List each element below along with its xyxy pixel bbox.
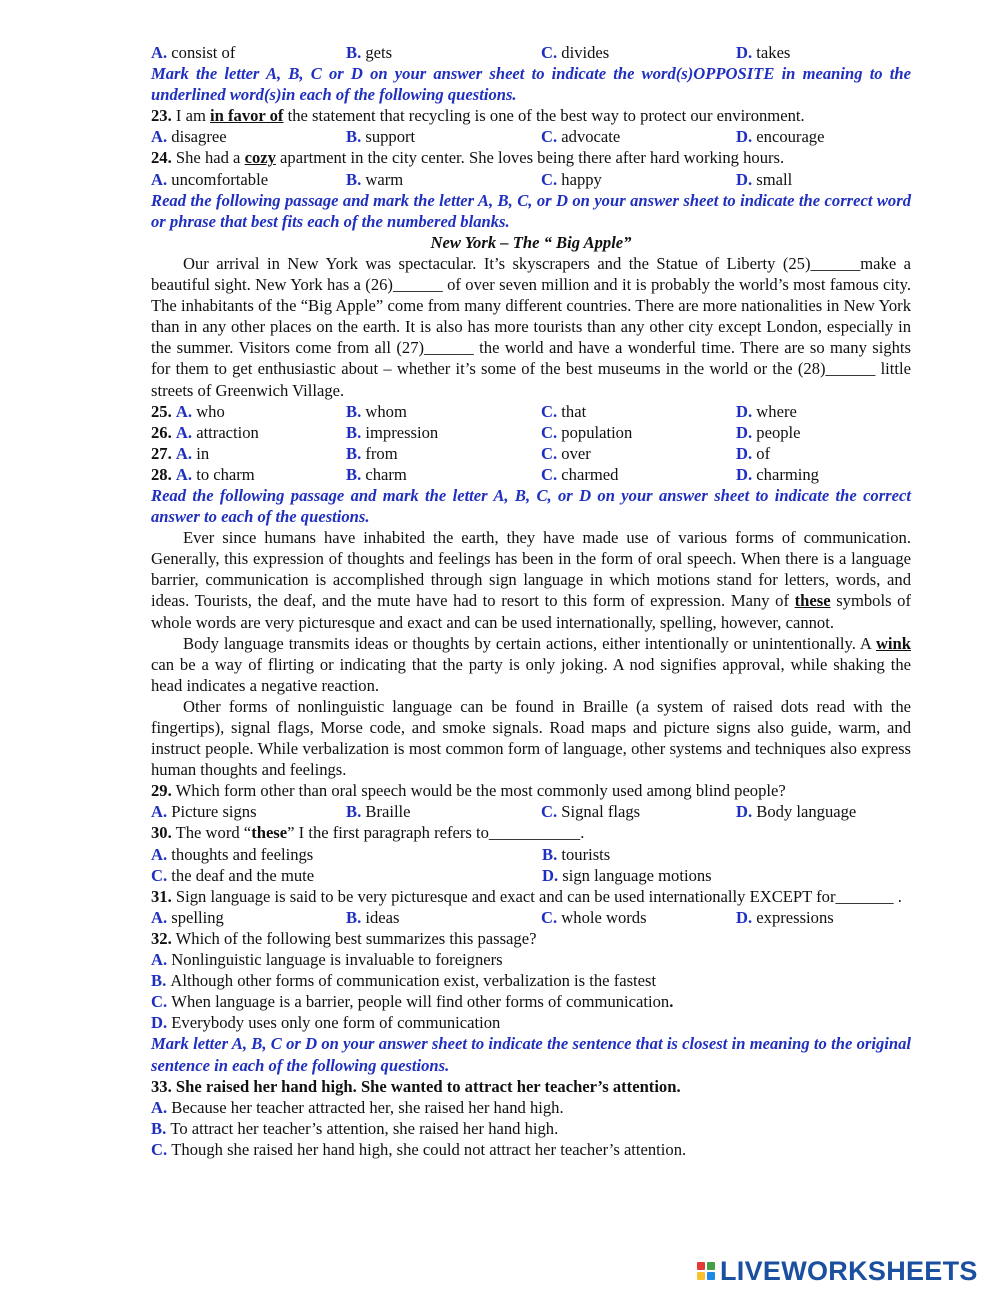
q22-option-a[interactable]: A. consist of [151, 43, 236, 62]
logo-icon [697, 1262, 715, 1280]
q26-option-a[interactable]: 26. A. attraction [151, 422, 259, 442]
underlined-word: in favor of [210, 106, 284, 126]
worksheet-page [151, 42, 911, 1160]
underlined-word: cozy [244, 148, 276, 168]
q28-option-c[interactable]: C. charmed [541, 464, 619, 484]
q24-options [151, 169, 911, 190]
question-30: 30. The word “these” I the first paragraph refers to___________. [151, 823, 585, 843]
q30-option-c[interactable]: C. the deaf and the mute [151, 865, 315, 885]
q29-option-d[interactable]: D. Body language [736, 802, 857, 822]
q33-option-c[interactable]: C. Though she raised her hand high, she could not attract her teacher’s attention. [151, 1139, 687, 1159]
q23-options [151, 126, 911, 147]
q29-option-b[interactable]: B. Braille [346, 802, 411, 822]
q31-option-a[interactable]: A. spelling [151, 907, 224, 927]
logo-square-2 [707, 1262, 715, 1270]
q31-options [151, 907, 911, 928]
q29-option-c[interactable]: C. Signal flags [541, 802, 641, 822]
q30-option-a[interactable]: A. thoughts and feelings [151, 844, 314, 864]
q22-option-d[interactable]: D. takes [736, 43, 791, 62]
question-31: 31. Sign language is said to be very picturesque and exact and can be used internationally EXCEPT for_______ . [151, 886, 902, 906]
q24-option-d[interactable]: D. small [736, 169, 793, 189]
passage-title: New York – The “ Big Apple” [430, 232, 632, 252]
logo-square-4 [707, 1272, 715, 1280]
q26-option-b[interactable]: B. impression [346, 422, 439, 442]
q28-option-b[interactable]: B. charm [346, 464, 407, 484]
passage-paragraph-2: Body language transmits ideas or thoughts by certain actions, either intentionally or unintentionally. A wink can be a way of flirting or indicating that the party is only joking. A nod signifies approval, while shaking the head indicates a negative reaction. [151, 633, 911, 695]
q23-option-a[interactable]: A. disagree [151, 127, 227, 147]
q31-option-c[interactable]: C. whole words [541, 907, 647, 927]
q30-options-ab [151, 844, 911, 865]
q32-option-a[interactable]: A. Nonlinguistic language is invaluable to foreigners [151, 950, 503, 970]
liveworksheets-logo [697, 1254, 978, 1288]
q30-option-b[interactable]: B. tourists [542, 844, 611, 864]
q28-options [151, 464, 911, 485]
question-23: 23. I am in favor of the statement that recycling is one of the best way to protect our environment. [151, 106, 805, 126]
passage-paragraph-1: Ever since humans have inhabited the earth, they have made use of various forms of communication. Generally, this expression of thoughts and feelings has been in the form of oral speech. When there is a language barrier, communication is accomplished through sign language in which motions stand for letters, words, and ideas. Tourists, the deaf, and the mute have had to resort to this form of expression. Many of these symbols of whole words are very picturesque and exact and can be used internationally, spelling, however, cannot. [151, 528, 911, 632]
q24-option-a[interactable]: A. uncomfortable [151, 169, 269, 189]
q24-option-b[interactable]: B. warm [346, 169, 404, 189]
q31-option-d[interactable]: D. expressions [736, 907, 834, 927]
question-33: 33. She raised her hand high. She wanted to attract her teacher’s attention. [151, 1076, 681, 1096]
logo-square-3 [697, 1272, 705, 1280]
q25-option-a[interactable]: 25. A. who [151, 401, 225, 421]
q33-option-b[interactable]: B. To attract her teacher’s attention, she raised her hand high. [151, 1118, 559, 1138]
instruction-opposite: Mark the letter A, B, C or D on your answer sheet to indicate the word(s)OPPOSITE in meaning to the underlined word(s)in each of the following questions. [151, 64, 911, 105]
q26-options [151, 422, 911, 443]
q23-option-c[interactable]: C. advocate [541, 127, 621, 147]
q26-option-d[interactable]: D. people [736, 422, 801, 442]
logo-square-1 [697, 1262, 705, 1270]
q30-option-d[interactable]: D. sign language motions [542, 865, 712, 885]
q24-option-c[interactable]: C. happy [541, 169, 602, 189]
underlined-word: these [794, 591, 831, 611]
question-24: 24. She had a cozy apartment in the city center. She loves being there after hard working hours. [151, 148, 785, 168]
q27-option-c[interactable]: C. over [541, 443, 591, 463]
q23-option-b[interactable]: B. support [346, 127, 416, 147]
q27-options [151, 443, 911, 464]
q22-option-c[interactable]: C. divides [541, 43, 610, 62]
q30-options-cd [151, 865, 911, 886]
q32-option-d[interactable]: D. Everybody uses only one form of communication [151, 1013, 501, 1033]
q27-option-d[interactable]: D. of [736, 443, 771, 463]
q25-option-d[interactable]: D. where [736, 401, 797, 421]
question-29: 29. Which form other than oral speech would be the most commonly used among blind people? [151, 781, 786, 801]
question-32: 32. Which of the following best summarizes this passage? [151, 928, 537, 948]
instruction-passage-1: Read the following passage and mark the letter A, B, C, or D on your answer sheet to indicate the correct word or phrase that best fits each of the numbered blanks. [151, 190, 911, 231]
passage-new-york: Our arrival in New York was spectacular. It’s skyscrapers and the Statue of Liberty (25)______make a beautiful sight. New York has a (26)______ of over seven million and it is probably the world’s most famous city. The inhabitants of the “Big Apple” come from many different countries. There are more nationalities in New York than in any other places on the earth. It is also has more tourists than any other city except London, especially in the summer. Visitors come from all (27)______ the world and have a wonderful time. There are so many sights for them to get enthusiastic about – whether it’s some of the best museums in the world or the (28)______ little streets of Greenwich Village. [151, 253, 911, 400]
q32-option-c[interactable]: C. When language is a barrier, people will find other forms of communication . [151, 992, 674, 1012]
q25-options [151, 401, 911, 422]
logo-text: LIVEWORKSHEETS [720, 1255, 978, 1286]
q28-option-a[interactable]: 28. A. to charm [151, 464, 255, 484]
instruction-closest-meaning: Mark letter A, B, C or D on your answer sheet to indicate the sentence that is closest in meaning to the original sentence in each of the following questions. [151, 1034, 911, 1075]
q26-option-c[interactable]: C. population [541, 422, 633, 442]
q25-option-c[interactable]: C. that [541, 401, 587, 421]
q33-option-a[interactable]: A. Because her teacher attracted her, she raised her hand high. [151, 1097, 564, 1117]
passage-paragraph-3: Other forms of nonlinguistic language can be found in Braille (a system of raised dots read with the fingertips), signal flags, Morse code, and smoke signals. Road maps and picture signs also guide, warm, and instruct people. While verbalization is most common form of language, other systems and techniques also express human thoughts and feelings. [151, 696, 911, 780]
q27-option-b[interactable]: B. from [346, 443, 398, 463]
q28-option-d[interactable]: D. charming [736, 464, 819, 484]
q23-option-d[interactable]: D. encourage [736, 127, 825, 147]
underlined-word: wink [875, 633, 911, 653]
q32-option-b[interactable]: B. Although other forms of communication exist, verbalization is the fastest [151, 971, 657, 991]
q29-option-a[interactable]: A. Picture signs [151, 802, 257, 822]
q25-option-b[interactable]: B. whom [346, 401, 407, 421]
instruction-passage-2: Read the following passage and mark the letter A, B, C, or D on your answer sheet to indicate the correct answer to each of the questions. [151, 485, 911, 527]
q27-option-a[interactable]: 27. A. in [151, 443, 210, 463]
q31-option-b[interactable]: B. ideas [346, 907, 400, 927]
q22-options [151, 42, 911, 63]
q22-option-b[interactable]: B. gets [346, 43, 393, 62]
q29-options [151, 801, 911, 822]
